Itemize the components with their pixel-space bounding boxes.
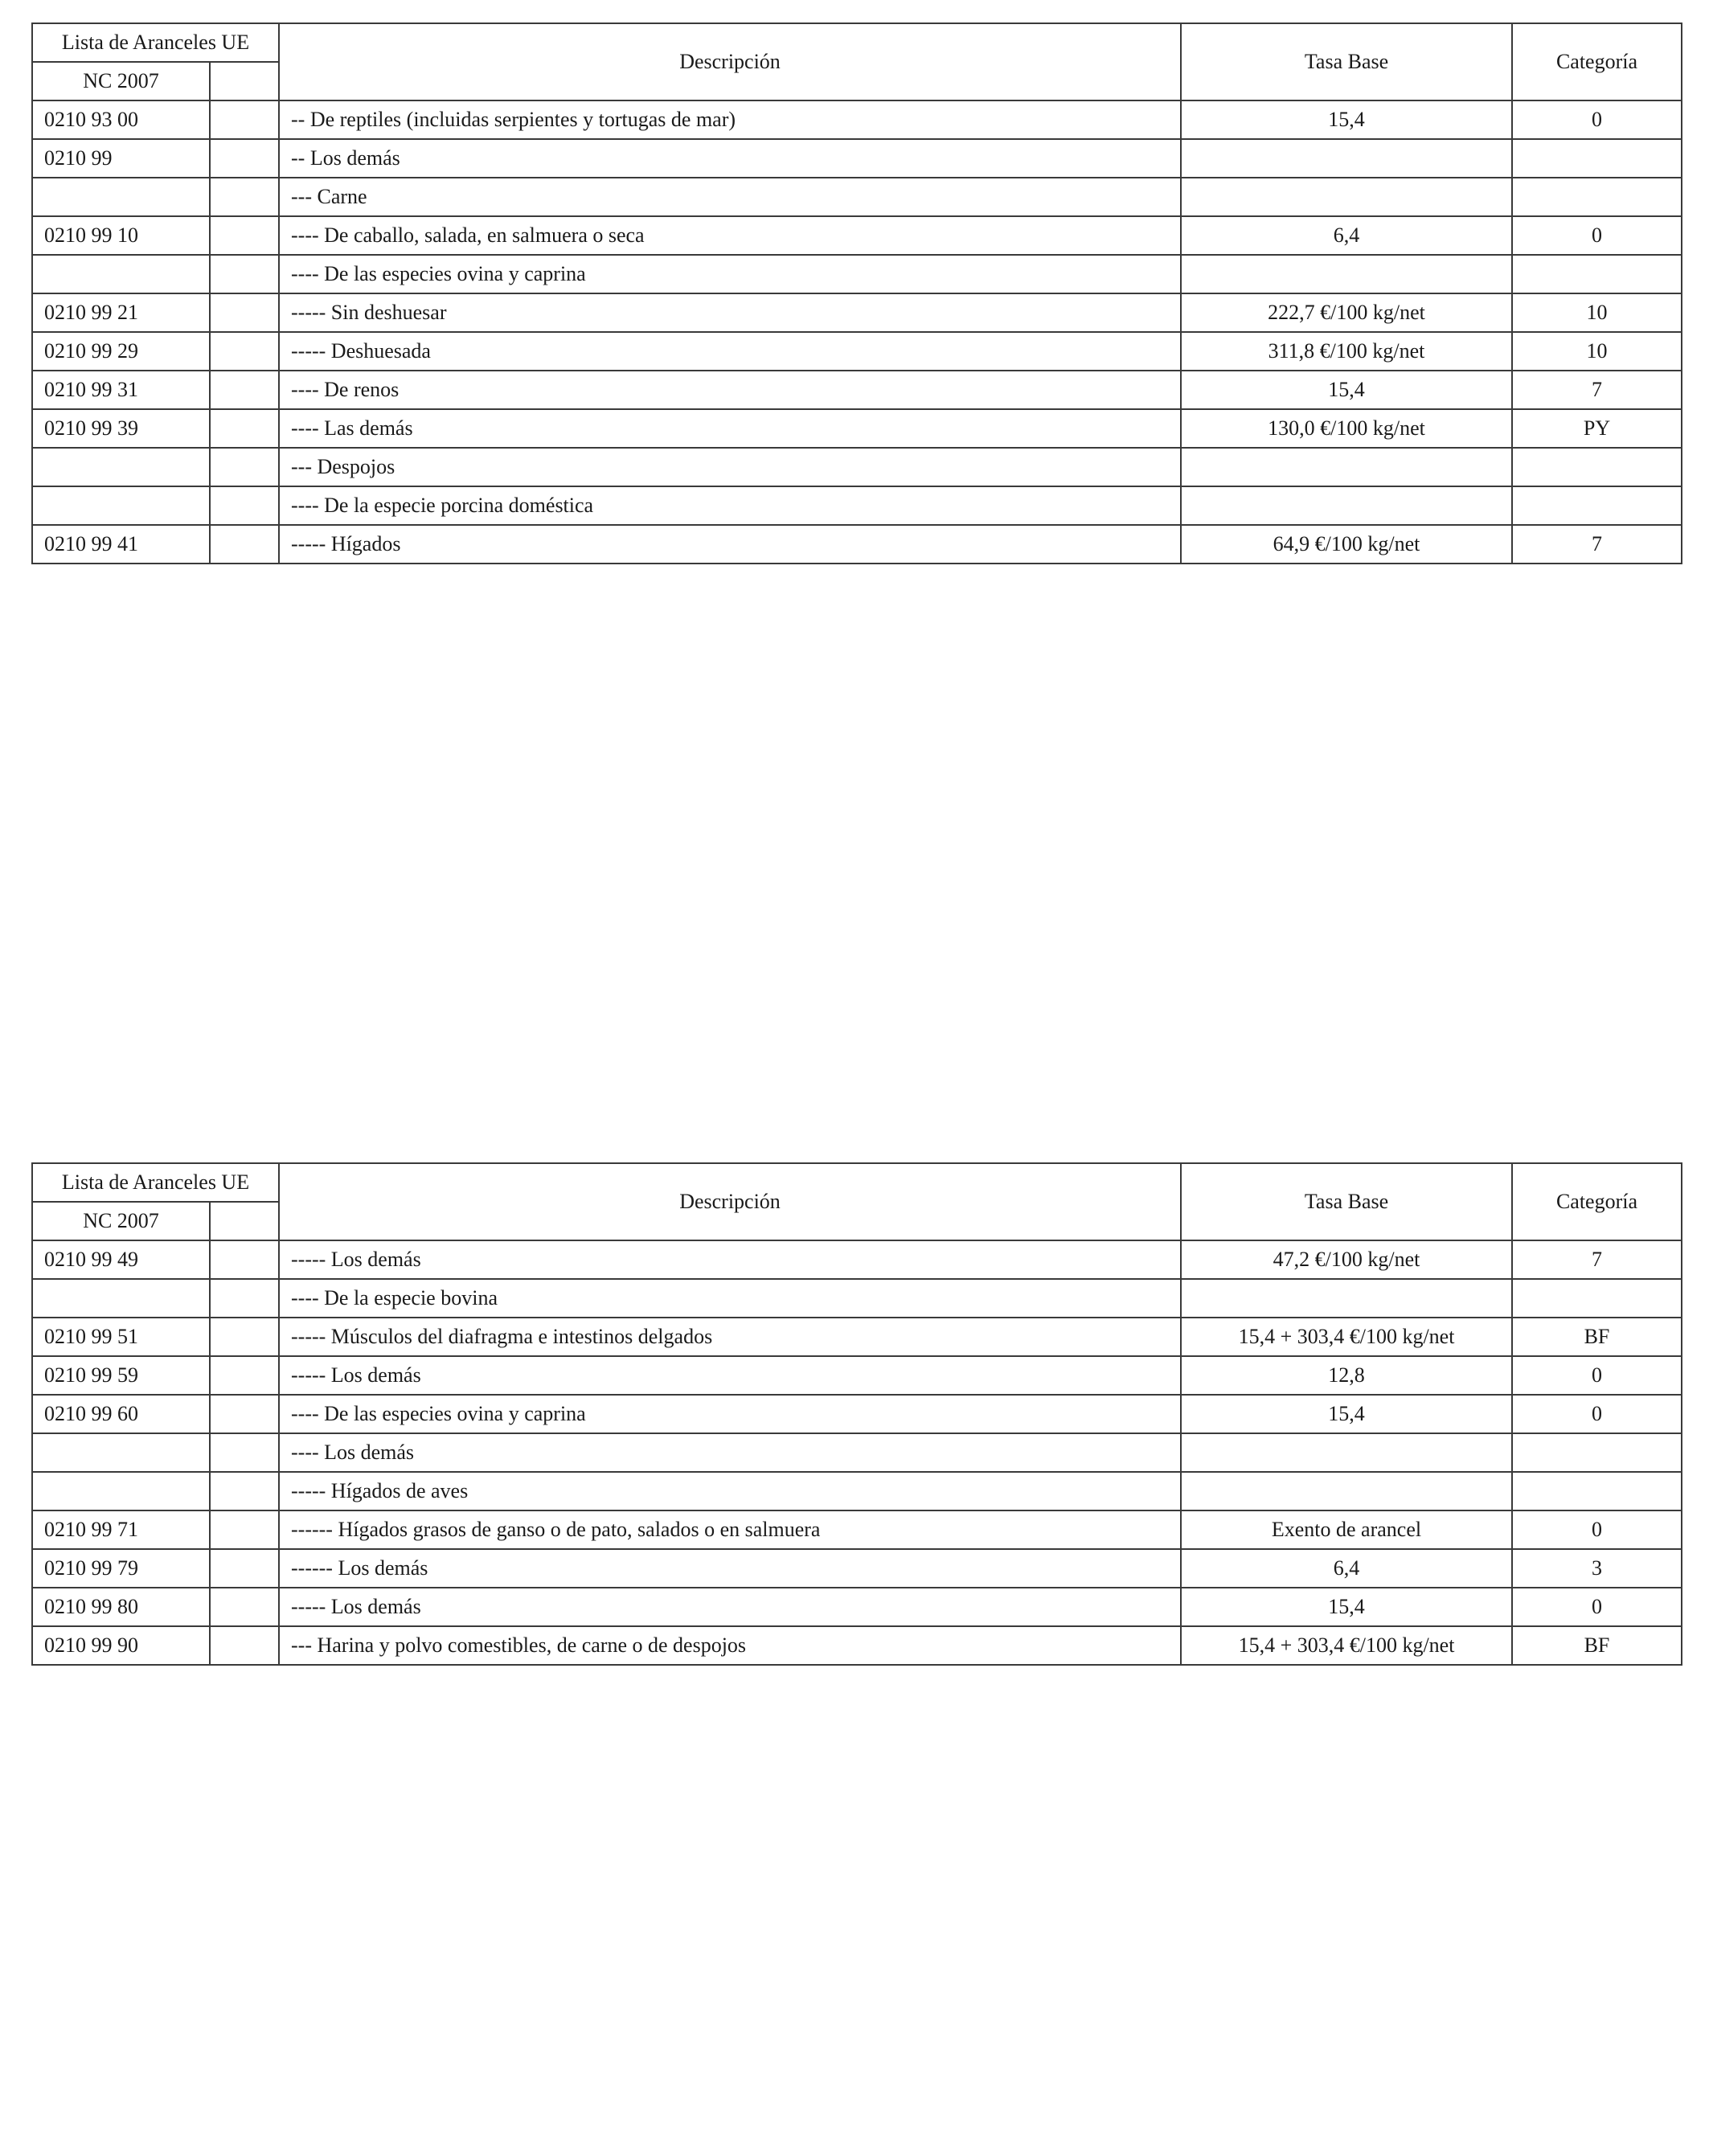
category-cell [1512, 448, 1682, 486]
category-cell: BF [1512, 1626, 1682, 1665]
base-rate-cell [1181, 178, 1512, 216]
header-list-label: Lista de Aranceles UE [32, 1163, 279, 1202]
category-cell: 10 [1512, 332, 1682, 371]
blank-cell [210, 409, 279, 448]
table-row [32, 216, 1682, 255]
tariff-code-cell [32, 448, 210, 486]
category-cell [1512, 1472, 1682, 1510]
category-cell [1512, 255, 1682, 293]
blank-cell [210, 1510, 279, 1549]
table-row [32, 293, 1682, 332]
tariff-code-cell [32, 255, 210, 293]
description-cell: ---- De la especie porcina doméstica [279, 486, 1181, 525]
table-row [32, 1240, 1682, 1279]
description-cell: ----- Los demás [279, 1588, 1181, 1626]
base-rate-cell: 64,9 €/100 kg/net [1181, 525, 1512, 564]
table-row [32, 1472, 1682, 1510]
header-nc-label: NC 2007 [32, 62, 210, 100]
category-cell: 0 [1512, 100, 1682, 139]
base-rate-cell: 222,7 €/100 kg/net [1181, 293, 1512, 332]
header-base-rate: Tasa Base [1181, 1163, 1512, 1240]
base-rate-cell: Exento de arancel [1181, 1510, 1512, 1549]
table-row [32, 448, 1682, 486]
base-rate-cell [1181, 139, 1512, 178]
description-cell: -- Los demás [279, 139, 1181, 178]
description-cell: ---- Los demás [279, 1433, 1181, 1472]
table-row [32, 1588, 1682, 1626]
blank-cell [210, 1318, 279, 1356]
category-cell: 7 [1512, 1240, 1682, 1279]
base-rate-cell: 6,4 [1181, 1549, 1512, 1588]
description-cell: ----- Hígados de aves [279, 1472, 1181, 1510]
tariff-code-cell: 0210 99 51 [32, 1318, 210, 1356]
header-nc-label: NC 2007 [32, 1202, 210, 1240]
tariff-code-cell: 0210 99 79 [32, 1549, 210, 1588]
description-cell: ----- Los demás [279, 1240, 1181, 1279]
tariff-code-cell [32, 178, 210, 216]
table-row [32, 1626, 1682, 1665]
table-row [32, 100, 1682, 139]
table-row [32, 1549, 1682, 1588]
blank-cell [210, 1472, 279, 1510]
tariff-code-cell: 0210 99 10 [32, 216, 210, 255]
tariff-code-cell [32, 1472, 210, 1510]
table-row [32, 1510, 1682, 1549]
description-cell: ----- Músculos del diafragma e intestinos delgados [279, 1318, 1181, 1356]
header-blank-cell [210, 62, 279, 100]
header-blank-cell [210, 1202, 279, 1240]
description-cell: ---- De la especie bovina [279, 1279, 1181, 1318]
blank-cell [210, 1356, 279, 1395]
header-list-label: Lista de Aranceles UE [32, 23, 279, 62]
base-rate-cell: 311,8 €/100 kg/net [1181, 332, 1512, 371]
base-rate-cell: 15,4 [1181, 1588, 1512, 1626]
header-description: Descripción [279, 1163, 1181, 1240]
header-category: Categoría [1512, 23, 1682, 100]
table-row [32, 1356, 1682, 1395]
category-cell: 0 [1512, 1588, 1682, 1626]
category-cell [1512, 1433, 1682, 1472]
description-cell: --- Carne [279, 178, 1181, 216]
tariff-code-cell: 0210 99 [32, 139, 210, 178]
table-row [32, 1318, 1682, 1356]
table-row [32, 371, 1682, 409]
blank-cell [210, 1433, 279, 1472]
header-base-rate: Tasa Base [1181, 23, 1512, 100]
description-cell: ---- De caballo, salada, en salmuera o seca [279, 216, 1181, 255]
tariff-table-2 [31, 1162, 1682, 1666]
table-row [32, 1279, 1682, 1318]
category-cell: 0 [1512, 1356, 1682, 1395]
blank-cell [210, 293, 279, 332]
base-rate-cell: 15,4 [1181, 371, 1512, 409]
base-rate-cell: 15,4 + 303,4 €/100 kg/net [1181, 1318, 1512, 1356]
tariff-code-cell: 0210 99 71 [32, 1510, 210, 1549]
tariff-code-cell [32, 1433, 210, 1472]
base-rate-cell: 130,0 €/100 kg/net [1181, 409, 1512, 448]
description-cell: ---- De renos [279, 371, 1181, 409]
table-row [32, 139, 1682, 178]
description-cell: ----- Hígados [279, 525, 1181, 564]
table-row [32, 332, 1682, 371]
category-cell [1512, 139, 1682, 178]
tariff-code-cell: 0210 99 59 [32, 1356, 210, 1395]
base-rate-cell [1181, 486, 1512, 525]
description-cell: ----- Sin deshuesar [279, 293, 1181, 332]
description-cell: ----- Los demás [279, 1356, 1181, 1395]
blank-cell [210, 100, 279, 139]
description-cell: ------ Hígados grasos de ganso o de pato, salados o en salmuera [279, 1510, 1181, 1549]
header-description: Descripción [279, 23, 1181, 100]
tariff-code-cell: 0210 99 41 [32, 525, 210, 564]
base-rate-cell [1181, 1472, 1512, 1510]
table-row [32, 1395, 1682, 1433]
category-cell [1512, 178, 1682, 216]
category-cell: 10 [1512, 293, 1682, 332]
tariff-code-cell: 0210 99 21 [32, 293, 210, 332]
table-row [32, 178, 1682, 216]
description-cell: ------ Los demás [279, 1549, 1181, 1588]
base-rate-cell [1181, 1433, 1512, 1472]
description-cell: -- De reptiles (incluidas serpientes y tortugas de mar) [279, 100, 1181, 139]
blank-cell [210, 371, 279, 409]
blank-cell [210, 1626, 279, 1665]
blank-cell [210, 255, 279, 293]
category-cell: 7 [1512, 371, 1682, 409]
tariff-code-cell: 0210 99 60 [32, 1395, 210, 1433]
category-cell: 3 [1512, 1549, 1682, 1588]
description-cell: --- Despojos [279, 448, 1181, 486]
tariff-code-cell: 0210 99 31 [32, 371, 210, 409]
blank-cell [210, 1588, 279, 1626]
tariff-code-cell: 0210 99 49 [32, 1240, 210, 1279]
tariff-code-cell [32, 486, 210, 525]
header-category: Categoría [1512, 1163, 1682, 1240]
blank-cell [210, 1279, 279, 1318]
category-cell [1512, 486, 1682, 525]
tariff-code-cell: 0210 99 90 [32, 1626, 210, 1665]
base-rate-cell: 12,8 [1181, 1356, 1512, 1395]
description-cell: --- Harina y polvo comestibles, de carne o de despojos [279, 1626, 1181, 1665]
base-rate-cell: 15,4 [1181, 1395, 1512, 1433]
tariff-code-cell: 0210 99 39 [32, 409, 210, 448]
description-cell: ---- De las especies ovina y caprina [279, 1395, 1181, 1433]
blank-cell [210, 525, 279, 564]
base-rate-cell [1181, 255, 1512, 293]
table-row [32, 525, 1682, 564]
tariff-code-cell: 0210 99 29 [32, 332, 210, 371]
table-row [32, 409, 1682, 448]
category-cell: 0 [1512, 216, 1682, 255]
blank-cell [210, 216, 279, 255]
category-cell: BF [1512, 1318, 1682, 1356]
description-cell: ----- Deshuesada [279, 332, 1181, 371]
base-rate-cell: 47,2 €/100 kg/net [1181, 1240, 1512, 1279]
category-cell: 0 [1512, 1395, 1682, 1433]
blank-cell [210, 448, 279, 486]
blank-cell [210, 1549, 279, 1588]
table-row [32, 1433, 1682, 1472]
base-rate-cell [1181, 448, 1512, 486]
category-cell: 7 [1512, 525, 1682, 564]
category-cell: PY [1512, 409, 1682, 448]
category-cell: 0 [1512, 1510, 1682, 1549]
category-cell [1512, 1279, 1682, 1318]
base-rate-cell: 15,4 + 303,4 €/100 kg/net [1181, 1626, 1512, 1665]
table-body [32, 100, 1682, 564]
blank-cell [210, 486, 279, 525]
table-body [32, 1240, 1682, 1665]
description-cell: ---- De las especies ovina y caprina [279, 255, 1181, 293]
tariff-code-cell: 0210 99 80 [32, 1588, 210, 1626]
tariff-code-cell [32, 1279, 210, 1318]
base-rate-cell [1181, 1279, 1512, 1318]
blank-cell [210, 332, 279, 371]
blank-cell [210, 178, 279, 216]
tariff-code-cell: 0210 93 00 [32, 100, 210, 139]
blank-cell [210, 139, 279, 178]
table-row [32, 255, 1682, 293]
blank-cell [210, 1240, 279, 1279]
base-rate-cell: 6,4 [1181, 216, 1512, 255]
description-cell: ---- Las demás [279, 409, 1181, 448]
base-rate-cell: 15,4 [1181, 100, 1512, 139]
tariff-table-1 [31, 23, 1682, 564]
blank-cell [210, 1395, 279, 1433]
table-row [32, 486, 1682, 525]
